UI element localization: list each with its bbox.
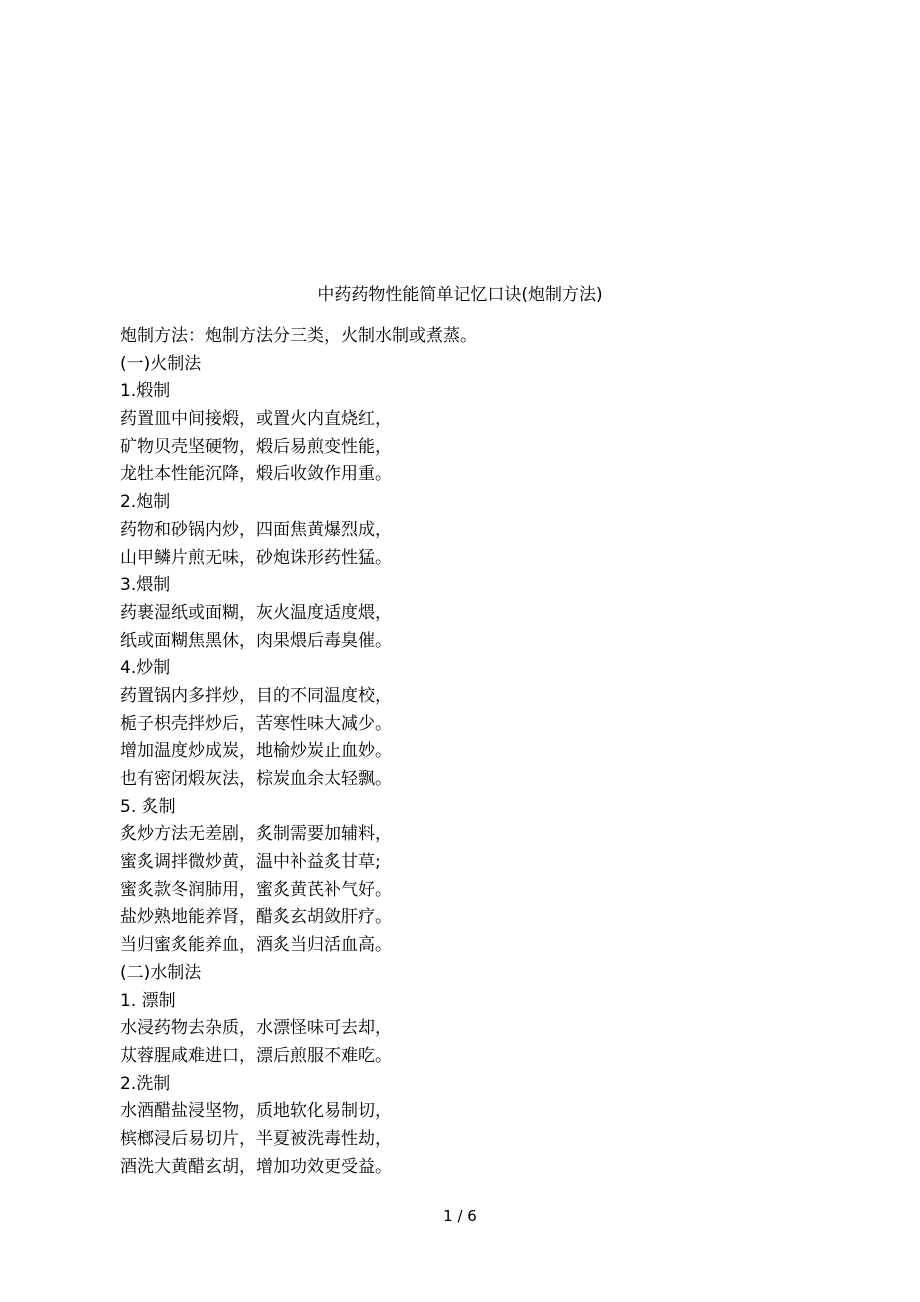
text-line: 蜜炙调拌微炒黄，温中补益炙甘草; xyxy=(120,852,381,873)
text-line: 龙牡本性能沉降，煅后收敛作用重。 xyxy=(120,464,392,485)
text-line: 酒洗大黄醋玄胡，增加功效更受益。 xyxy=(120,1156,392,1177)
text-line: 药物和砂锅内炒，四面焦黄爆烈成， xyxy=(120,519,392,540)
text-line: 药置皿中间接煅，或置火内直烧红， xyxy=(120,409,392,430)
subsection-heading: 5. 炙制 xyxy=(120,796,176,817)
page-number: 1 / 6 xyxy=(443,1207,477,1225)
text-line: 纸或面糊焦黑休，肉果煨后毒臭催。 xyxy=(120,630,392,651)
text-line: 药置锅内多拌炒，目的不同温度校， xyxy=(120,685,392,706)
subsection-heading: 2.洗制 xyxy=(120,1073,171,1094)
section-heading: (二)水制法 xyxy=(120,962,202,983)
subsection-heading: 4.炒制 xyxy=(120,658,171,679)
subsection-heading: 3.煨制 xyxy=(120,575,171,596)
text-line: 炙炒方法无差剧，炙制需要加辅料， xyxy=(120,824,392,845)
text-line: 增加温度炒成炭，地榆炒炭止血妙。 xyxy=(120,741,392,762)
text-line: 炮制方法：炮制方法分三类，火制水制或煮蒸。 xyxy=(120,326,477,346)
text-line: 药裹湿纸或面糊，灰火温度适度煨， xyxy=(120,602,392,623)
subsection-heading: 1. 漂制 xyxy=(120,990,176,1011)
document-title: 中药药物性能简单记忆口诀(炮制方法) xyxy=(317,285,603,305)
text-line: 蜜炙款冬润肺用，蜜炙黄芪补气好。 xyxy=(120,879,392,900)
text-line: 当归蜜炙能养血，酒炙当归活血高。 xyxy=(120,935,392,956)
text-line: 盐炒熟地能养肾，醋炙玄胡敛肝疗。 xyxy=(120,907,392,928)
text-line: 苁蓉腥咸难进口，漂后煎服不难吃。 xyxy=(120,1045,392,1066)
text-line: 矿物贝壳坚硬物，煅后易煎变性能， xyxy=(120,436,392,457)
text-line: 栀子枳壳拌炒后，苦寒性味大减少。 xyxy=(120,713,392,734)
text-line: 水酒醋盐浸坚物，质地软化易制切， xyxy=(120,1101,392,1122)
subsection-heading: 1.煅制 xyxy=(120,381,171,402)
section-heading: (一)火制法 xyxy=(120,353,202,374)
text-line: 山甲鳞片煎无味，砂炮诛形药性猛。 xyxy=(120,547,392,568)
document-body xyxy=(120,323,820,1181)
text-line: 水浸药物去杂质，水漂怪味可去却， xyxy=(120,1018,392,1039)
text-line: 也有密闭煅灰法，棕炭血余太轻飘。 xyxy=(120,769,392,789)
text-line: 槟榔浸后易切片，半夏被洗毒性劫， xyxy=(120,1128,392,1149)
subsection-heading: 2.炮制 xyxy=(120,492,171,513)
